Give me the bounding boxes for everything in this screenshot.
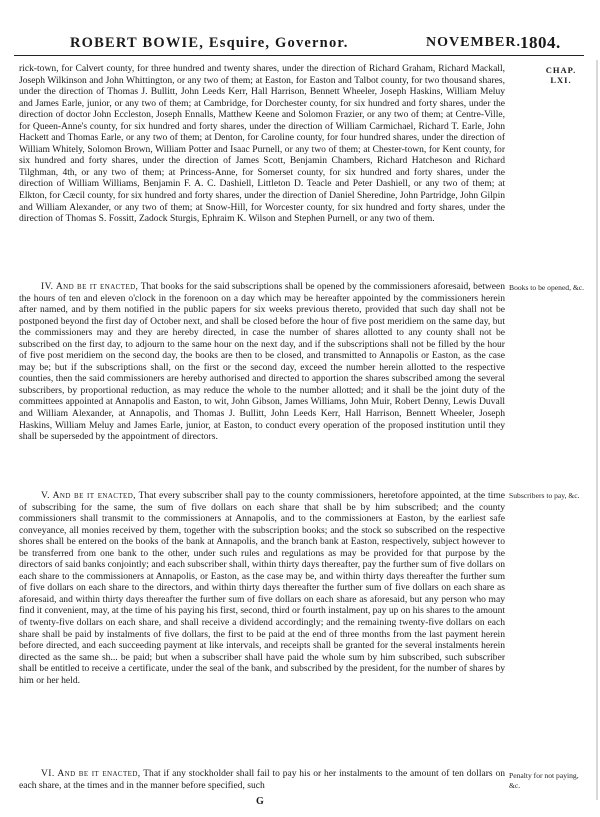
paragraph-text: That every subscriber shall pay to the county commissioners, heretofore appointed, at the time of subscribing for the same, the sum of five dollars on each share that shall be by him subscribed; and the county commissioners shall transmit to the commissioners at Annapolis, and to the commissioners at Easton, by the earliest safe conveyance, all monies received by them, together with the subscription books; and the stock so subscribed on the respective shores shall be entered on the books of the bank at Annapolis, and the branch bank at Easton, respectively, subject however to be transferred from one bank to the other, under such rules and regulations as may be provided for that purpose by the directors of said banks conjointly; and each subscriber shall, within thirty days thereafter, pay the further sum of five dollars on each share to the commissioners at Annapolis, or Easton, as the case may be, and within thirty days thereafter the further sum of five dollars on each share to the directors, and within thirty days thereafter the further sum of five dollars on each share as aforesaid, and within thirty days thereafter the further sum of five dollars on each share as aforesaid, but any person who may find it convenient, may, at the time of his paying his first, second, third or fourth instalment, pay up on his shares to the amount of twenty-five dollars on each share, and shall receive a dividend accordingly; and the remaining twenty-five dollars on each share shall be paid by instalments of five dollars, the first to be paid at the end of three months from the last payment herein before directed, and each succeeding payment at like intervals, and receipts shall be granted for the several instalments herein directed as the same sh... be paid; but when a subscriber shall have paid the whole sum by him subscribed, such subscriber shall be entitled to receive a certificate, under the seal of the bank, and subscribed by the president, for the number of shares by him or her held.: [19, 490, 505, 686]
paragraph-continuation: [19, 63, 505, 225]
paragraph-section-v: [19, 490, 505, 686]
paragraph-text: rick-town, for Calvert county, for three hundred and twenty shares, under the direction of Richard Graham, Richard Mackall, Joseph Wilkinson and John Whittington, or any two of them; at Easton, for Easton and Talbot county, for two thousand shares, under the direction of Thomas J. Bullitt, John Leeds Kerr, Hall Harrison, Bennett Wheeler, Joseph Haskins, William Meluy and James Earle, junior, or any two of them; at Cambridge, for Dorchester county, for six hundred and forty shares, under the direction of doctor John Eccleston, Joseph Ennalls, Matthew Keene and Solomon Frazier, or any two of them; at Centre-Ville, for Queen-Anne's county, for six hundred and forty shares, under the direction of William Carmichael, Richard T. Earle, John Hackett and Thomas Earle, or any two of them; at Denton, for Caroline county, for four hundred shares, under the direction of William Whitely, Solomon Brown, William Potter and Isaac Purnell, or any two of them; at Chester-town, for Kent county, for six hundred and forty shares, under the direction of James Scott, Benjamin Chambers, Richard Hatcheson and Richard Tilghman, 4th, or any two of them; at Princess-Anne, for Somerset county, for six hundred and forty shares, under the direction of William Williams, Benjamin F. A. C. Dashiell, Littleton D. Teacle and Peter Dashiell, or any two of them; at Elkton, for Cæcil county, for six hundred and forty shares, under the direction of Daniel Sheredine, John Partridge, John Gilpin and William Alexander, or any two of them; at Snow-Hill, for Worcester county, for six hundred and forty shares, under the direction of Thomas S. Fossitt, Zadock Sturgis, Ephraim K. Wilson and Stephen Purnell, or any two of them.: [19, 63, 505, 225]
chapter-label-word: CHAP.: [545, 65, 577, 75]
header-title: ROBERT BOWIE, Esquire, Governor.: [70, 35, 349, 51]
header-month: NOVEMBER.: [426, 35, 521, 50]
running-header: [70, 35, 570, 57]
margin-note-penalty: Penalty for not paying, &c.: [509, 771, 579, 790]
margin-note-subscribers: Subscribers to pay, &c.: [509, 491, 580, 500]
paragraph-section-vi: [19, 768, 505, 791]
margin-note-books: Books to be opened, &c.: [509, 283, 585, 292]
section-lead: VI. And be it enacted,: [41, 768, 141, 779]
paragraph-text: That if any stockholder shall fail to pay his or her instalments to the amount of ten dollars on each share, at the times and in the manner before specified, such: [19, 768, 506, 791]
header-year: 1804.: [520, 33, 561, 52]
page-edge-shadow: [596, 60, 598, 800]
section-lead: IV. And be it enacted,: [41, 281, 139, 292]
paragraph-text: That books for the said subscriptions shall be opened by the commissioners aforesaid, between the hours of ten and eleven o'clock in the forenoon on a day which may be hereafter appointed by the commissioners herein after named, and by them notified in the public papers for six weeks previous thereto, provided that such day shall not be postponed beyond the first day of October next, and shall be closed before the hour of five post meridiem on the same day, but the commissioners may and they are hereby directed, in case the number of shares allotted to any county shall not be subscribed on the first day, to adjourn to the same hour on the next day, and if the subscriptions shall not be filled by the hour of five post meridiem on the second day, the books are then to be closed, and transmitted to Annapolis or Easton, as the case may be; but if the subscriptions shall, on the first or the second day, exceed the number herein allotted to the respective counties, then the said commissioners are hereby authorised and directed to apportion the shares subscribed among the several subscribers, by proportional reduction, as may reduce the whole to the number allotted; and it shall be the joint duty of the committees appointed at Annapolis and Easton, to wit, John Gibson, James Williams, John Muir, Robert Denny, Lewis Duvall and William Alexander, at Annapolis, and Thomas J. Bullitt, John Leeds Kerr, Hall Harrison, Bennett Wheeler, Joseph Haskins, William Meluy and James Earle, junior, at Easton, to conduct every operation of the proposed institution until they shall be superseded by the appointment of directors.: [19, 281, 505, 443]
chapter-label-number: LXI.: [550, 75, 572, 85]
chapter-label: [541, 65, 581, 85]
section-lead: V. And be it enacted,: [41, 490, 136, 501]
signature-mark: G: [256, 796, 264, 807]
paragraph-section-iv: [19, 281, 505, 443]
header-rule: [14, 55, 584, 56]
